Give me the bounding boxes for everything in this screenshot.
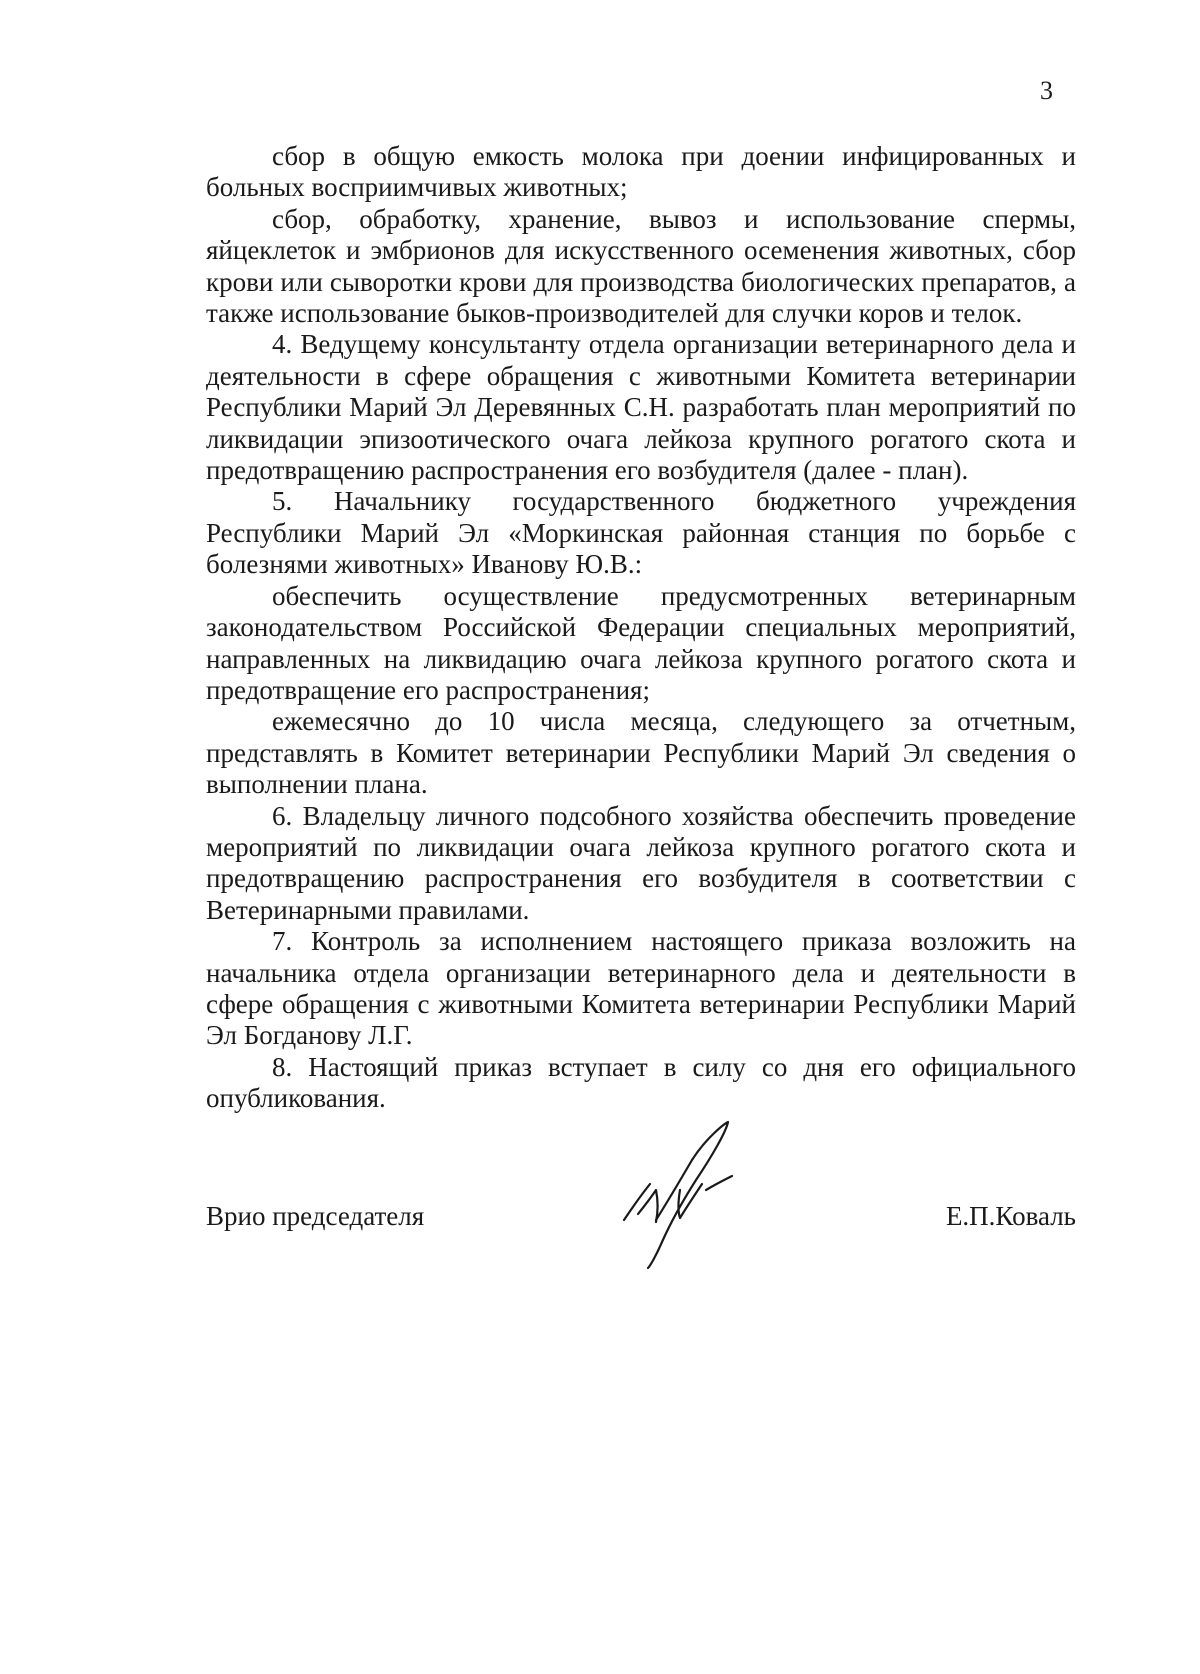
paragraph-item-7: 7. Контроль за исполнением настоящего приказа возложить на начальника отдела организации ветеринарного дела и деятельности в сфере обращения с животными Комитета ветеринарии Республики Марий Эл Богданову Л.Г. [206,926,1076,1051]
paragraph-milk-collection: сбор в общую емкость молока при доении инфицированных и больных восприимчивых животных; [206,141,1076,203]
paragraph-item-6: 6. Владельцу личного подсобного хозяйства обеспечить проведение мероприятий по ликвидации очага лейкоза крупного рогатого скота и предотвращению распространения его возбудителя в соответствии с Ветеринарными правилами. [206,800,1076,925]
signatory-name: Е.П.Коваль [945,1201,1076,1231]
paragraph-item-4: 4. Ведущему консультанту отдела организации ветеринарного дела и деятельности в сфере обращения с животными Комитета ветеринарии Республики Марий Эл Деревянных С.Н. разработать план мероприятий по ликвидации эпизоотического очага лейкоза крупного рогатого скота и предотвращению распространения его возбудителя (далее - план). [206,329,1076,486]
handwritten-signature-icon [620,1120,760,1270]
signatory-position: Врио председателя [206,1201,425,1231]
paragraph-item-8: 8. Настоящий приказ вступает в силу со дня его официального опубликования. [206,1051,1076,1114]
paragraph-sperm-collection: сбор, обработку, хранение, вывоз и использование спермы, яйцеклеток и эмбрионов для искусственного осеменения животных, сбор крови или сыворотки крови для производства биологических препаратов, а также использование быков-производителей для случки коров и телок. [206,203,1076,329]
paragraph-ensure-measures: обеспечить осуществление предусмотренных ветеринарным законодательством Российской Федерации специальных мероприятий, направленных на ликвидацию очага лейкоза крупного рогатого скота и предотвращение его распространения; [206,580,1076,705]
document-body [206,141,1076,1115]
page-number: 3 [1040,76,1053,105]
paragraph-monthly-report: ежемесячно до 10 числа месяца, следующего за отчетным, представлять в Комитет ветеринарии Республики Марий Эл сведения о выполнении плана. [206,706,1076,800]
paragraph-item-5: 5. Начальнику государственного бюджетного учреждения Республики Марий Эл «Моркинская районная станция по борьбе с болезнями животных» Иванову Ю.В.: [206,486,1076,580]
